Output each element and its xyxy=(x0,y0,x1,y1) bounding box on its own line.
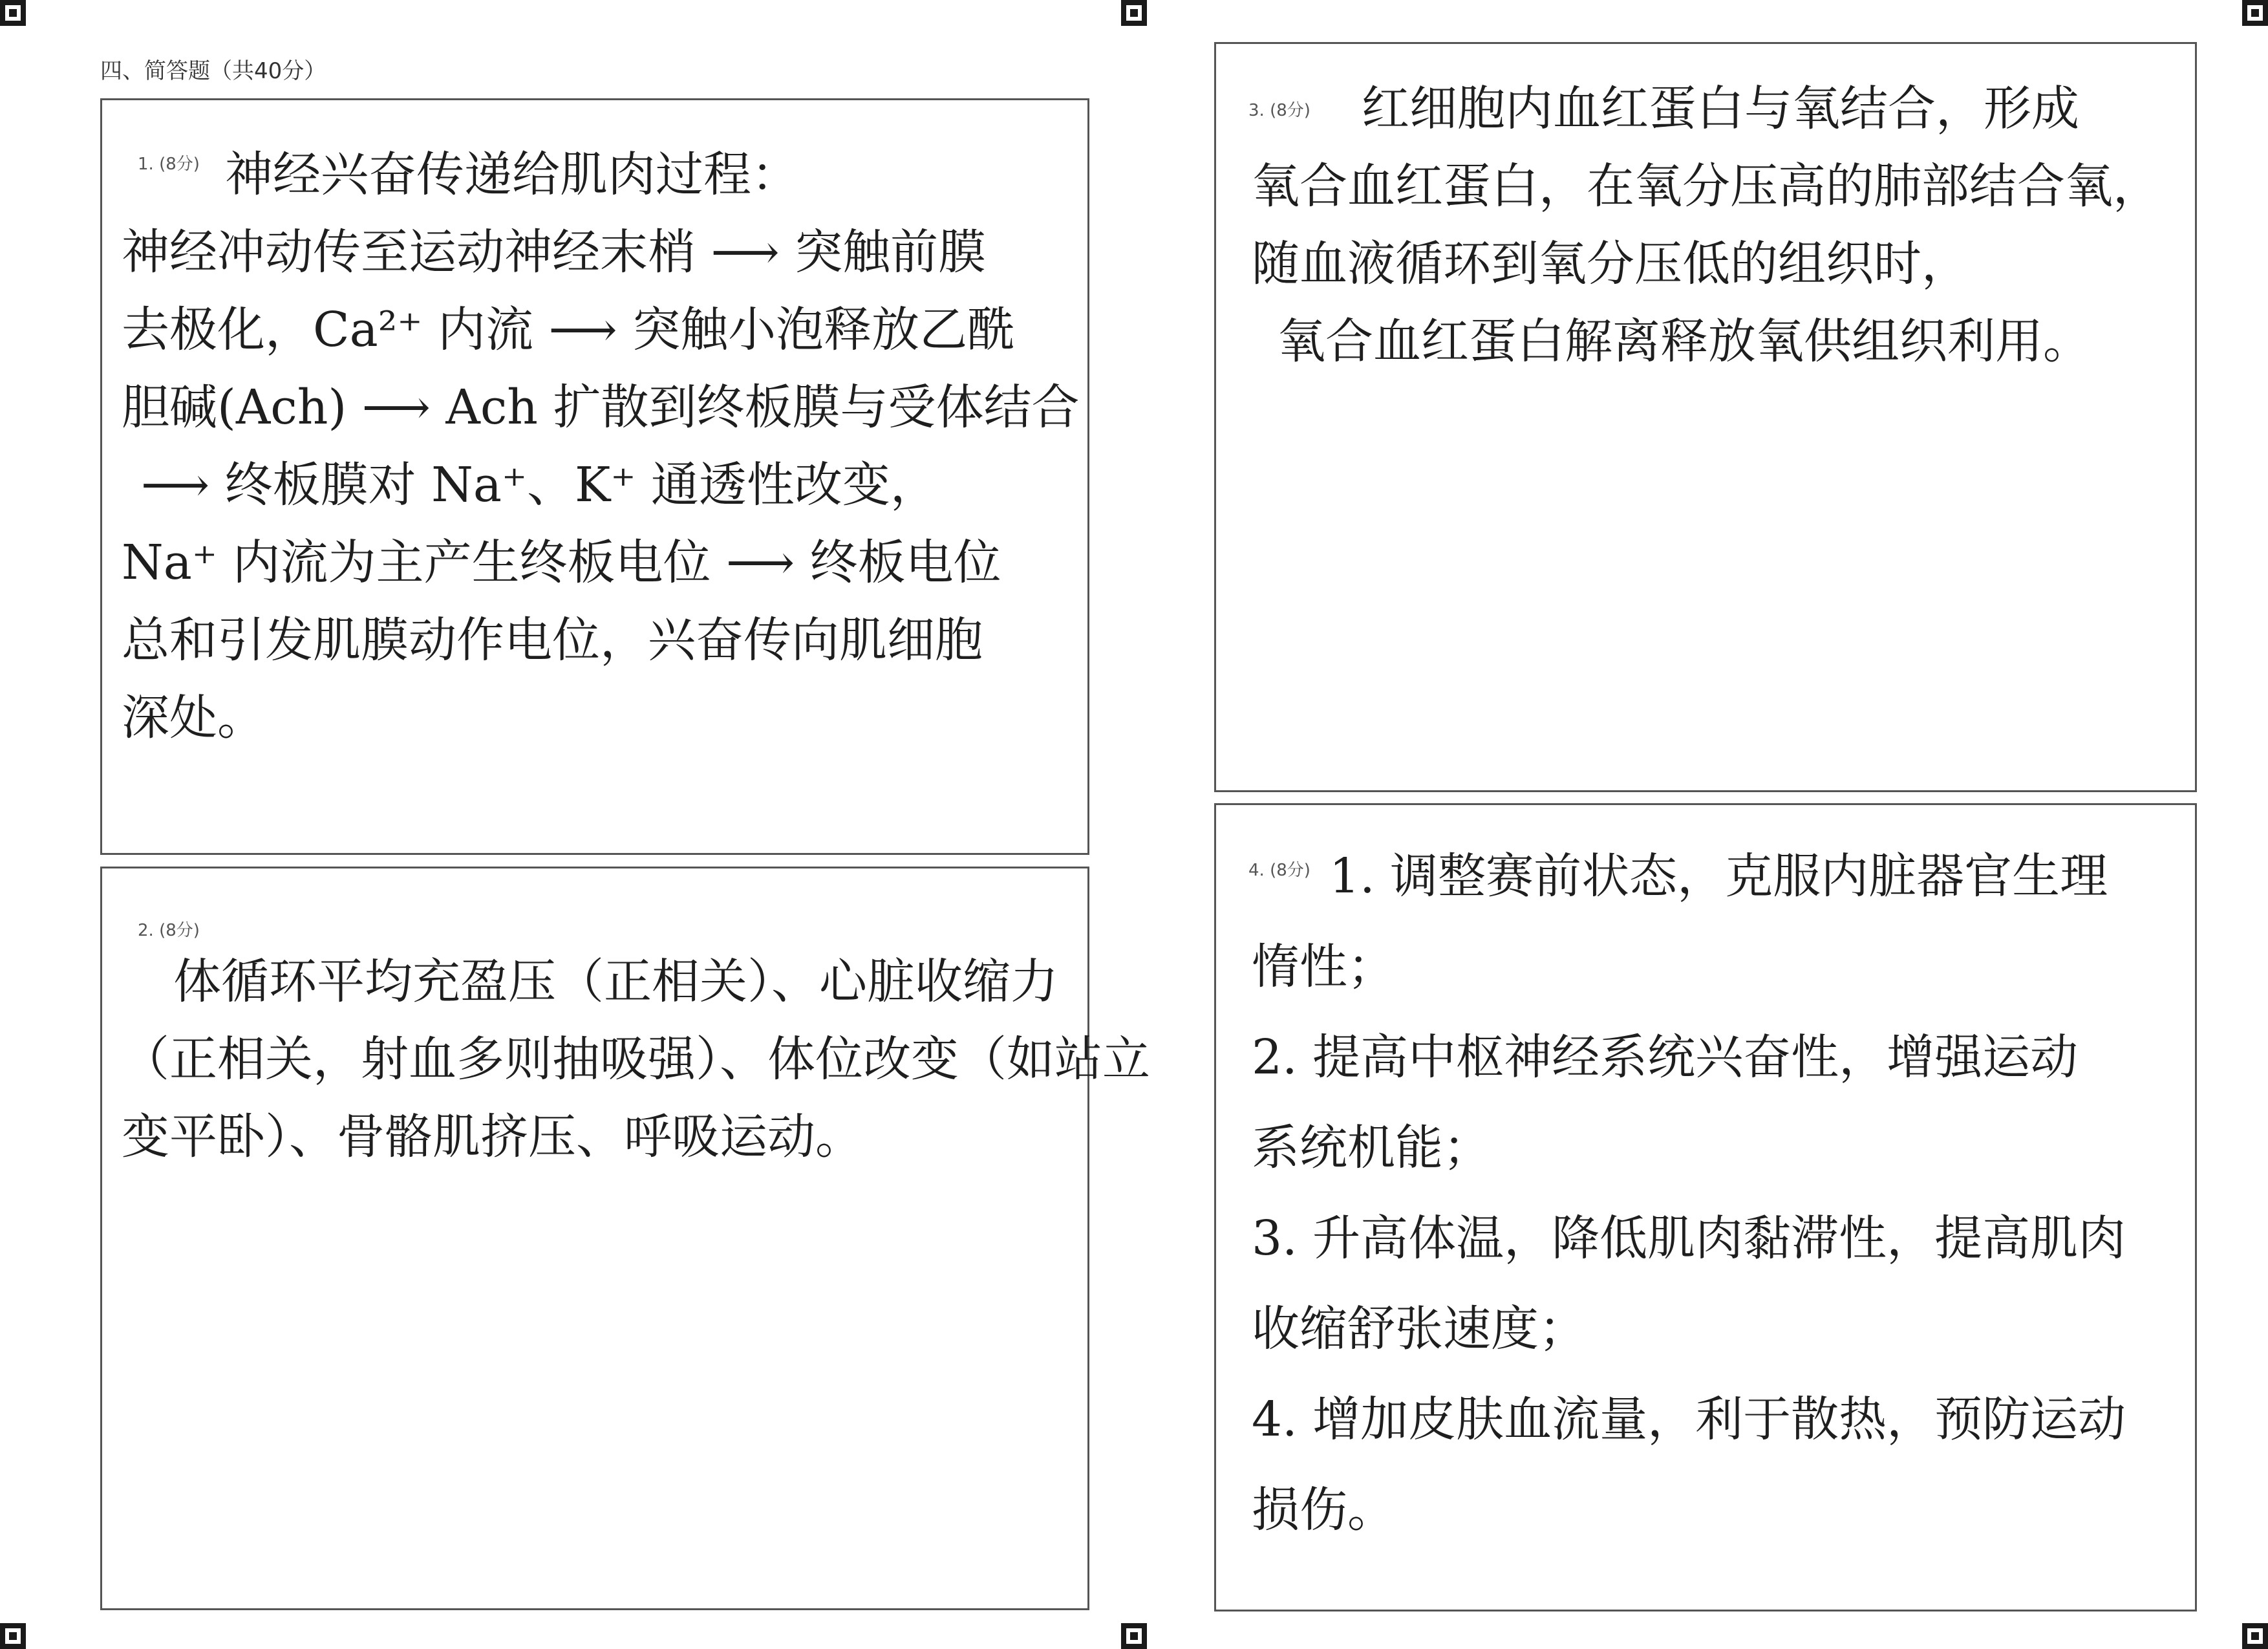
question-number-q1: 1. (8分) xyxy=(138,155,200,174)
answer-text-q2 xyxy=(122,943,1150,1176)
corner-marker-top-right xyxy=(2242,0,2268,26)
corner-marker-bottom-center xyxy=(1121,1623,1147,1649)
answer-line: 深处。 xyxy=(122,690,265,746)
answer-line: 3. 升高体温，降低肌肉黏滞性，提高肌肉 xyxy=(1252,1211,2126,1266)
question-number-q2: 2. (8分) xyxy=(138,921,200,940)
answer-text-q4 xyxy=(1252,831,2126,1555)
answer-line: 氧合血红蛋白解离释放氧供组织利用。 xyxy=(1278,314,2091,369)
answer-text-q1 xyxy=(122,136,1079,757)
question-number-q3: 3. (8分) xyxy=(1248,101,1311,120)
answer-line: 总和引发肌膜动作电位，兴奋传向肌细胞 xyxy=(122,612,983,668)
answer-line: 神经兴奋传递给肌肉过程： xyxy=(225,147,799,202)
answer-line: （正相关，射血多则抽吸强）、体位改变（如站立 xyxy=(122,1031,1150,1087)
answer-line: 惰性； xyxy=(1252,939,1395,995)
answer-line: 损伤。 xyxy=(1252,1482,1395,1538)
answer-line: 4. 增加皮肤血流量，利于散热，预防运动 xyxy=(1252,1392,2126,1447)
answer-line: 体循环平均充盈压（正相关）、心脏收缩力 xyxy=(173,954,1058,1009)
answer-box-q3 xyxy=(1214,42,2197,792)
answer-text-q3 xyxy=(1252,70,2161,380)
answer-line: 系统机能； xyxy=(1252,1120,1491,1176)
answer-line: 胆碱(Ach) ⟶ Ach 扩散到终板膜与受体结合 xyxy=(122,380,1080,435)
answer-box-q2 xyxy=(100,867,1150,1610)
answer-line: 变平卧）、骨骼肌挤压、呼吸运动。 xyxy=(122,1109,863,1165)
answer-box-q1 xyxy=(100,98,1089,855)
answer-line: 随血液循环到氧分压低的组织时， xyxy=(1252,236,1969,292)
section-title: 四、简答题（共40分） xyxy=(100,58,326,84)
answer-line: Na⁺ 内流为主产生终板电位 ⟶ 终板电位 xyxy=(122,535,1001,590)
corner-marker-top-center xyxy=(1121,0,1147,26)
corner-marker-bottom-left xyxy=(0,1623,26,1649)
corner-marker-top-left xyxy=(0,0,26,26)
answer-line: 神经冲动传至运动神经末梢 ⟶ 突触前膜 xyxy=(122,224,987,280)
answer-line: 1. 调整赛前状态，克服内脏器官生理 xyxy=(1329,848,2108,904)
answer-line: 2. 提高中枢神经系统兴奋性，增强运动 xyxy=(1252,1029,2079,1085)
corner-marker-bottom-right xyxy=(2242,1623,2268,1649)
answer-line: 收缩舒张速度； xyxy=(1252,1301,1587,1357)
answer-line: 去极化，Ca²⁺ 内流 ⟶ 突触小泡释放乙酰 xyxy=(122,302,1016,358)
answer-line: 红细胞内血红蛋白与氧结合，形成 xyxy=(1362,81,2079,136)
answer-line: ⟶ 终板膜对 Na⁺、K⁺ 通透性改变， xyxy=(141,457,938,513)
answer-line: 氧合血红蛋白，在氧分压高的肺部结合氧， xyxy=(1252,158,2161,214)
question-number-q4: 4. (8分) xyxy=(1248,861,1311,880)
answer-box-q4 xyxy=(1214,803,2197,1611)
